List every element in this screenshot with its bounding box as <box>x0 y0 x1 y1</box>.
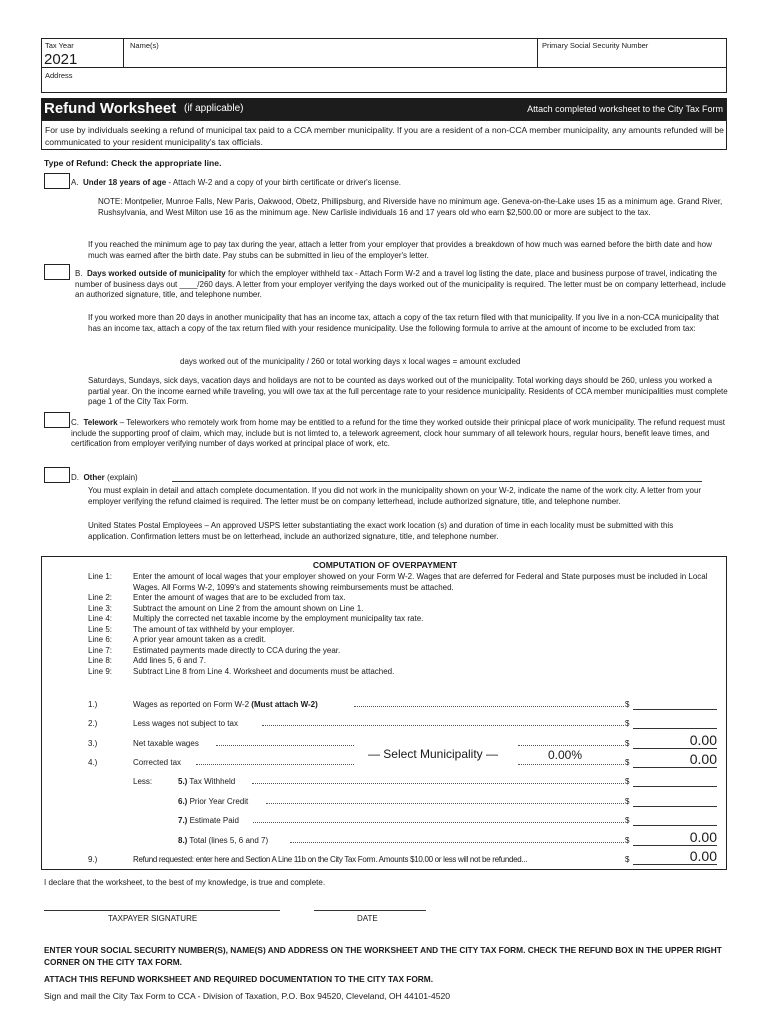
row-7-dots <box>253 822 624 823</box>
line-4-instr <box>88 614 718 625</box>
date-line[interactable] <box>314 910 426 911</box>
line-label: Line 3: <box>88 603 113 613</box>
declaration: I declare that the worksheet, to the best of my knowledge, is true and complete. <box>44 878 326 887</box>
line-text: Multiply the corrected net taxable income by the employment municipality tax rate. <box>133 614 424 623</box>
line-text: Subtract the amount on Line 2 from the amount shown on Line 1. <box>133 603 364 613</box>
line-text: Estimated payments made directly to CCA during the year. <box>133 645 341 655</box>
line-8-instr <box>88 656 718 667</box>
tax-year-label: Tax Year <box>45 41 74 50</box>
option-b-text: for which the employer withheld tax - Attach Form W-2 and a travel log listing the date, place and business purpose of travel, indicating the number of business days out ____/260 days. A letter from your employer verifying the days worked out of the municipality is required. The letter must be on company letterhead, include an authorized signature, title, and telephone number. <box>75 269 726 299</box>
row-6-text: Prior Year Credit <box>189 797 249 806</box>
intro-box <box>41 120 727 150</box>
other-explain-field[interactable] <box>172 481 702 482</box>
row-1-label <box>133 700 318 711</box>
type-heading: Type of Refund: Check the appropriate line. <box>44 158 222 168</box>
line-label: Line 6: <box>88 635 113 644</box>
footer-mailing: Sign and mail the City Tax Form to CCA - Division of Taxation, P.O. Box 94520, Cleveland, OH 44101-4520 <box>44 991 451 1001</box>
line-text: A prior year amount taken as a credit. <box>133 635 266 644</box>
option-a-note: NOTE: Montpelier, Munroe Falls, New Paris, Oakwood, Obetz, Phillipsburg, and Riverside have no minimum age. Geneva-on-the-Lake uses 15 as a minimum age. Grand River, Rushsylvania, and West Milton use 16 as the minimum age. New Carlisle individuals 16 and 17 years old who earn $2,500.00 or more are subject to the tax. <box>98 197 723 217</box>
line-text: Enter the amount of wages that are to be excluded from tax. <box>133 593 346 602</box>
line-1-instr <box>88 572 718 593</box>
row-3-amount[interactable]: 0.00 <box>633 732 717 749</box>
option-c-title: Telework <box>83 418 118 427</box>
row-3-num: 3.) <box>88 739 98 748</box>
row-4-dots-right <box>518 764 624 765</box>
row-6-dots <box>266 803 624 804</box>
address-field[interactable] <box>41 67 727 93</box>
row-9-amount[interactable]: 0.00 <box>633 848 717 865</box>
line-3-instr <box>88 604 718 615</box>
row-8-num: 8.) <box>178 836 188 845</box>
option-b-para1: If you worked more than 20 days in another municipality that has an income tax, attach a copy of the tax return filed with that municipality. If you live in a non-CCA municipality that has an income tax, attach a copy of the tax return filed with your residence municipality. Use the following formula to arrive at the amount of income to be excluded from tax: <box>88 313 719 333</box>
row-1-num: 1.) <box>88 700 98 709</box>
attach-instruction: Attach completed worksheet to the City Tax Form <box>527 104 723 114</box>
row-1-amount-field[interactable] <box>633 697 717 710</box>
line-text: Add lines 5, 6 and 7. <box>133 656 206 665</box>
row-8-dollar: $ <box>625 836 630 845</box>
row-6-num: 6.) <box>178 797 188 806</box>
checkbox-d[interactable] <box>44 467 70 483</box>
checkbox-c[interactable] <box>44 412 70 428</box>
option-d-usps: United States Postal Employees – An approved USPS letter substantiating the exact work location (s) and duration of time in each locality must be submitted with this application. Confirmation letters must be on letterhead, include an authorized signature, title, and telephone number. <box>88 521 674 541</box>
row-2-dots <box>262 725 624 726</box>
names-label: Name(s) <box>130 41 159 50</box>
row-8-text: Total (lines 5, 6 and 7) <box>189 836 269 845</box>
row-6-label <box>178 797 248 808</box>
option-b-formula: days worked out of the municipality / 260 or total working days x local wages = amount excluded <box>180 357 521 366</box>
row-8-dots <box>290 842 624 843</box>
title-bar <box>41 98 727 120</box>
tax-year-box[interactable] <box>41 38 124 68</box>
line-text: Enter the amount of local wages that your employer showed on your Form W-2. Wages that are deferred for Federal and State purposes must be included in Local Wages. All Forms W-2, 1099's and statements showing reimbursements must be attached. <box>133 572 708 592</box>
option-b <box>75 269 727 301</box>
row-3-dollar: $ <box>625 739 630 748</box>
address-label: Address <box>45 71 73 80</box>
row-7-text: Estimate Paid <box>189 816 239 825</box>
signature-line[interactable] <box>44 910 280 911</box>
row-3-dots-right <box>518 745 624 746</box>
row-5-dollar: $ <box>625 777 630 786</box>
option-d-text: You must explain in detail and attach complete documentation. If you did not work in the municipality shown on your W-2, indicate the name of the work city. A letter from your employer verifying the refund claimed is required. The letter must be on company letterhead, include authorized signature, title, and telephone number. <box>88 486 702 506</box>
row-1-dollar: $ <box>625 700 630 709</box>
less-label: Less: <box>133 777 153 786</box>
row-1-dots <box>354 706 624 707</box>
row-2-num: 2.) <box>88 719 98 728</box>
row-7-label <box>178 816 239 827</box>
intro-text: For use by individuals seeking a refund of municipal tax paid to a CCA member municipality. If you are a resident of a non-CCA member municipality, any amounts refunded will be communicated to your resident municipality's tax officials. <box>45 125 724 147</box>
option-b-para2: Saturdays, Sundays, sick days, vacation days and holidays are not to be counted as days worked out of the municipality. Total working days should be 260, unless you worked a partial year. On the income earned while traveling, you will owe tax at the full percentage rate to your residence municipality. Residents of CCA member municipalities must complete page 1 of the City Tax Form. <box>88 376 728 406</box>
ssn-field[interactable] <box>537 38 727 68</box>
row-4-amount[interactable]: 0.00 <box>633 751 717 768</box>
computation-heading: COMPUTATION OF OVERPAYMENT <box>312 560 458 570</box>
tax-rate[interactable]: 0.00% <box>547 748 583 762</box>
municipality-select[interactable]: — Select Municipality — <box>367 747 499 761</box>
tax-year-value: 2021 <box>44 51 78 68</box>
row-9-dollar: $ <box>625 855 630 864</box>
line-label: Line 7: <box>88 645 113 655</box>
row-8-amount[interactable]: 0.00 <box>633 829 717 846</box>
option-d-explain: (explain) <box>107 473 138 482</box>
line-label: Line 2: <box>88 593 113 602</box>
row-7-dollar: $ <box>625 816 630 825</box>
row-1-bold: (Must attach W-2) <box>251 700 318 709</box>
row-6-amount-field[interactable] <box>633 794 717 807</box>
worksheet-title: Refund Worksheet <box>44 100 177 117</box>
row-3-dots <box>216 745 354 746</box>
row-4-label: Corrected tax <box>133 758 182 767</box>
row-7-num: 7.) <box>178 816 188 825</box>
ssn-label: Primary Social Security Number <box>542 41 649 50</box>
option-b-letter: B. <box>75 269 83 278</box>
option-b-title: Days worked outside of municipality <box>87 269 226 278</box>
row-5-dots <box>252 783 624 784</box>
line-9-instr <box>88 667 718 678</box>
row-4-num: 4.) <box>88 758 98 767</box>
row-6-dollar: $ <box>625 797 630 806</box>
line-label: Line 5: <box>88 624 113 634</box>
row-8-label <box>178 836 268 847</box>
line-text: The amount of tax withheld by your employer. <box>133 624 295 634</box>
row-4-dollar: $ <box>625 758 630 767</box>
line-label: Line 4: <box>88 614 113 623</box>
option-d-title: Other <box>83 473 105 482</box>
row-5-text: Tax Withheld <box>189 777 236 786</box>
row-3-label: Net taxable wages <box>133 739 199 748</box>
option-c <box>71 418 727 450</box>
row-7-amount-field[interactable] <box>633 813 717 826</box>
checkbox-a[interactable] <box>44 173 70 189</box>
option-a <box>71 178 721 189</box>
row-4-dots <box>196 764 354 765</box>
option-d-letter: D. <box>71 473 79 482</box>
line-label: Line 8: <box>88 656 113 665</box>
line-label: Line 9: <box>88 666 113 676</box>
row-2-label: Less wages not subject to tax <box>133 719 238 728</box>
line-5-instr <box>88 625 718 636</box>
worksheet-subtitle: (if applicable) <box>184 103 244 114</box>
row-2-amount-field[interactable] <box>633 716 717 729</box>
computation-lines <box>88 572 718 677</box>
names-field[interactable] <box>123 38 538 68</box>
option-a-text: - Attach W-2 and a copy of your birth certificate or driver's license. <box>166 178 401 187</box>
row-5-label <box>178 777 235 788</box>
option-a-title: Under 18 years of age <box>83 178 167 187</box>
line-2-instr <box>88 593 718 604</box>
footer-instruction-1: ENTER YOUR SOCIAL SECURITY NUMBER(S), NAME(S) AND ADDRESS ON THE WORKSHEET AND THE CITY TAX FORM. CHECK THE REFUND BOX IN THE UPPER RIGHT CORNER ON THE CITY TAX FORM. <box>44 945 722 967</box>
checkbox-b[interactable] <box>44 264 70 280</box>
row-9-num: 9.) <box>88 855 98 864</box>
option-a-para: If you reached the minimum age to pay tax during the year, attach a letter from your employer that provides a breakdown of how much was earned before the birth date and how much was earned after the birth date. Pay stubs can be submitted in lieu of the employer's letter. <box>88 240 712 260</box>
row-2-dollar: $ <box>625 719 630 728</box>
row-5-amount-field[interactable] <box>633 774 717 787</box>
row-9-label: Refund requested: enter here and Section A Line 11b on the City Tax Form. Amounts $10.00 or less will not be refunded... <box>133 855 528 864</box>
line-7-instr <box>88 646 718 657</box>
line-6-instr <box>88 635 718 646</box>
date-label: DATE <box>357 914 378 923</box>
row-5-num: 5.) <box>178 777 188 786</box>
line-text: Subtract Line 8 from Line 4. Worksheet and documents must be attached. <box>133 666 395 676</box>
signature-label: TAXPAYER SIGNATURE <box>108 914 198 923</box>
footer-instruction-2: ATTACH THIS REFUND WORKSHEET AND REQUIRED DOCUMENTATION TO THE CITY TAX FORM. <box>44 974 434 984</box>
line-label: Line 1: <box>88 572 113 581</box>
option-c-letter: C. <box>71 418 79 427</box>
row-1-text: Wages as reported on Form W-2 <box>133 700 250 709</box>
option-a-letter: A. <box>71 178 79 187</box>
option-c-text: – Teleworkers who remotely work from home may be entitled to a refund for the time they worked outside their prinicpal place of work municipality. The refund request must include the supporting proof of claim, which may, include but is not limted to, a telework agreement, clock hour summary of all telework hours, regular hours, benefit leave times, and certification from employer verifying number of days worked at principal place of work, etc. <box>71 418 725 448</box>
